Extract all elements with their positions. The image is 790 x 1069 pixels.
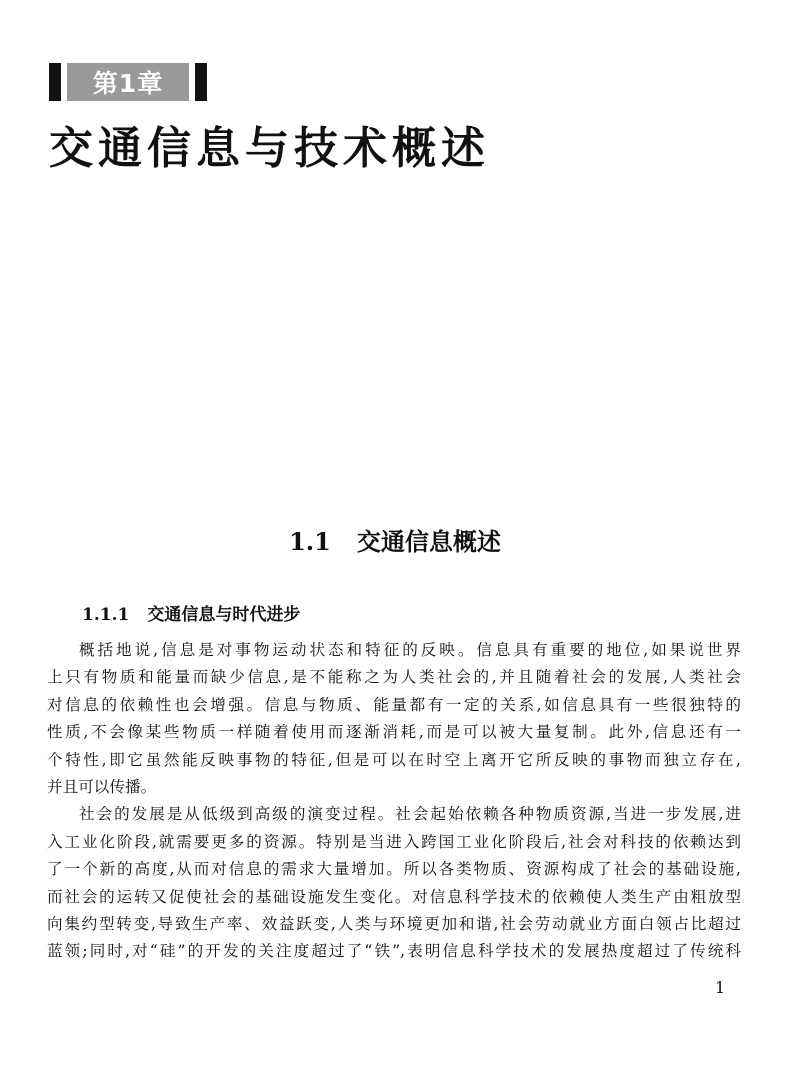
- subsection-heading: [82, 600, 300, 625]
- section-heading: [0, 522, 790, 557]
- subsection-title: 交通信息与时代进步: [147, 605, 301, 625]
- paragraph: [47, 637, 741, 801]
- paragraph-line: 性质,不会像某些物质一样随着使用而逐渐消耗,而是可以被大量复制。此外,信息还有一: [47, 723, 741, 742]
- paragraph-line: 并且可以传播。: [47, 777, 157, 796]
- section-number: 1.1: [289, 527, 331, 556]
- section-title: 交通信息概述: [356, 527, 501, 556]
- paragraph-line: 个特性,即它虽然能反映事物的特征,但是可以在时空上离开它所反映的事物而独立存在,: [47, 750, 741, 769]
- chapter-label-right-bar: [195, 63, 207, 101]
- paragraph-line: 蓝领;同时,对“硅”的开发的关注度超过了“铁”,表明信息科学技术的发展热度超过了传统科: [47, 942, 741, 961]
- paragraph-line: 社会的发展是从低级到高级的演变过程。社会起始依赖各种物质资源,当进一步发展,进: [79, 805, 741, 824]
- paragraph: [47, 801, 741, 965]
- chapter-label-banner: [49, 63, 207, 101]
- page-number: 1: [715, 978, 726, 997]
- paragraph-line: 上只有物质和能量而缺少信息,是不能称之为人类社会的,并且随着社会的发展,人类社会: [47, 668, 741, 687]
- body-text: [47, 637, 741, 966]
- paragraph-line: 概括地说,信息是对事物运动状态和特征的反映。信息具有重要的地位,如果说世界: [79, 641, 741, 659]
- paragraph-line: 而社会的运转又促使社会的基础设施发生变化。对信息科学技术的依赖使人类生产由粗放型: [47, 887, 741, 906]
- paragraph-line: 入工业化阶段,就需要更多的资源。特别是当进入跨国工业化阶段后,社会对科技的依赖达到: [47, 832, 741, 851]
- paragraph-line: 对信息的依赖性也会增强。信息与物质、能量都有一定的关系,如信息具有一些很独特的: [47, 695, 741, 714]
- subsection-number: 1.1.1: [82, 605, 130, 625]
- paragraph-line: 向集约型转变,导致生产率、效益跃变,人类与环境更加和谐,社会劳动就业方面白领占比超过: [47, 914, 741, 933]
- chapter-title: 交通信息与技术概述: [49, 123, 490, 174]
- paragraph-line: 了一个新的高度,从而对信息的需求大量增加。所以各类物质、资源构成了社会的基础设施,: [47, 860, 741, 879]
- chapter-label-left-bar: [49, 63, 61, 101]
- chapter-label-box: [67, 63, 189, 101]
- chapter-label: 第1章: [92, 69, 164, 98]
